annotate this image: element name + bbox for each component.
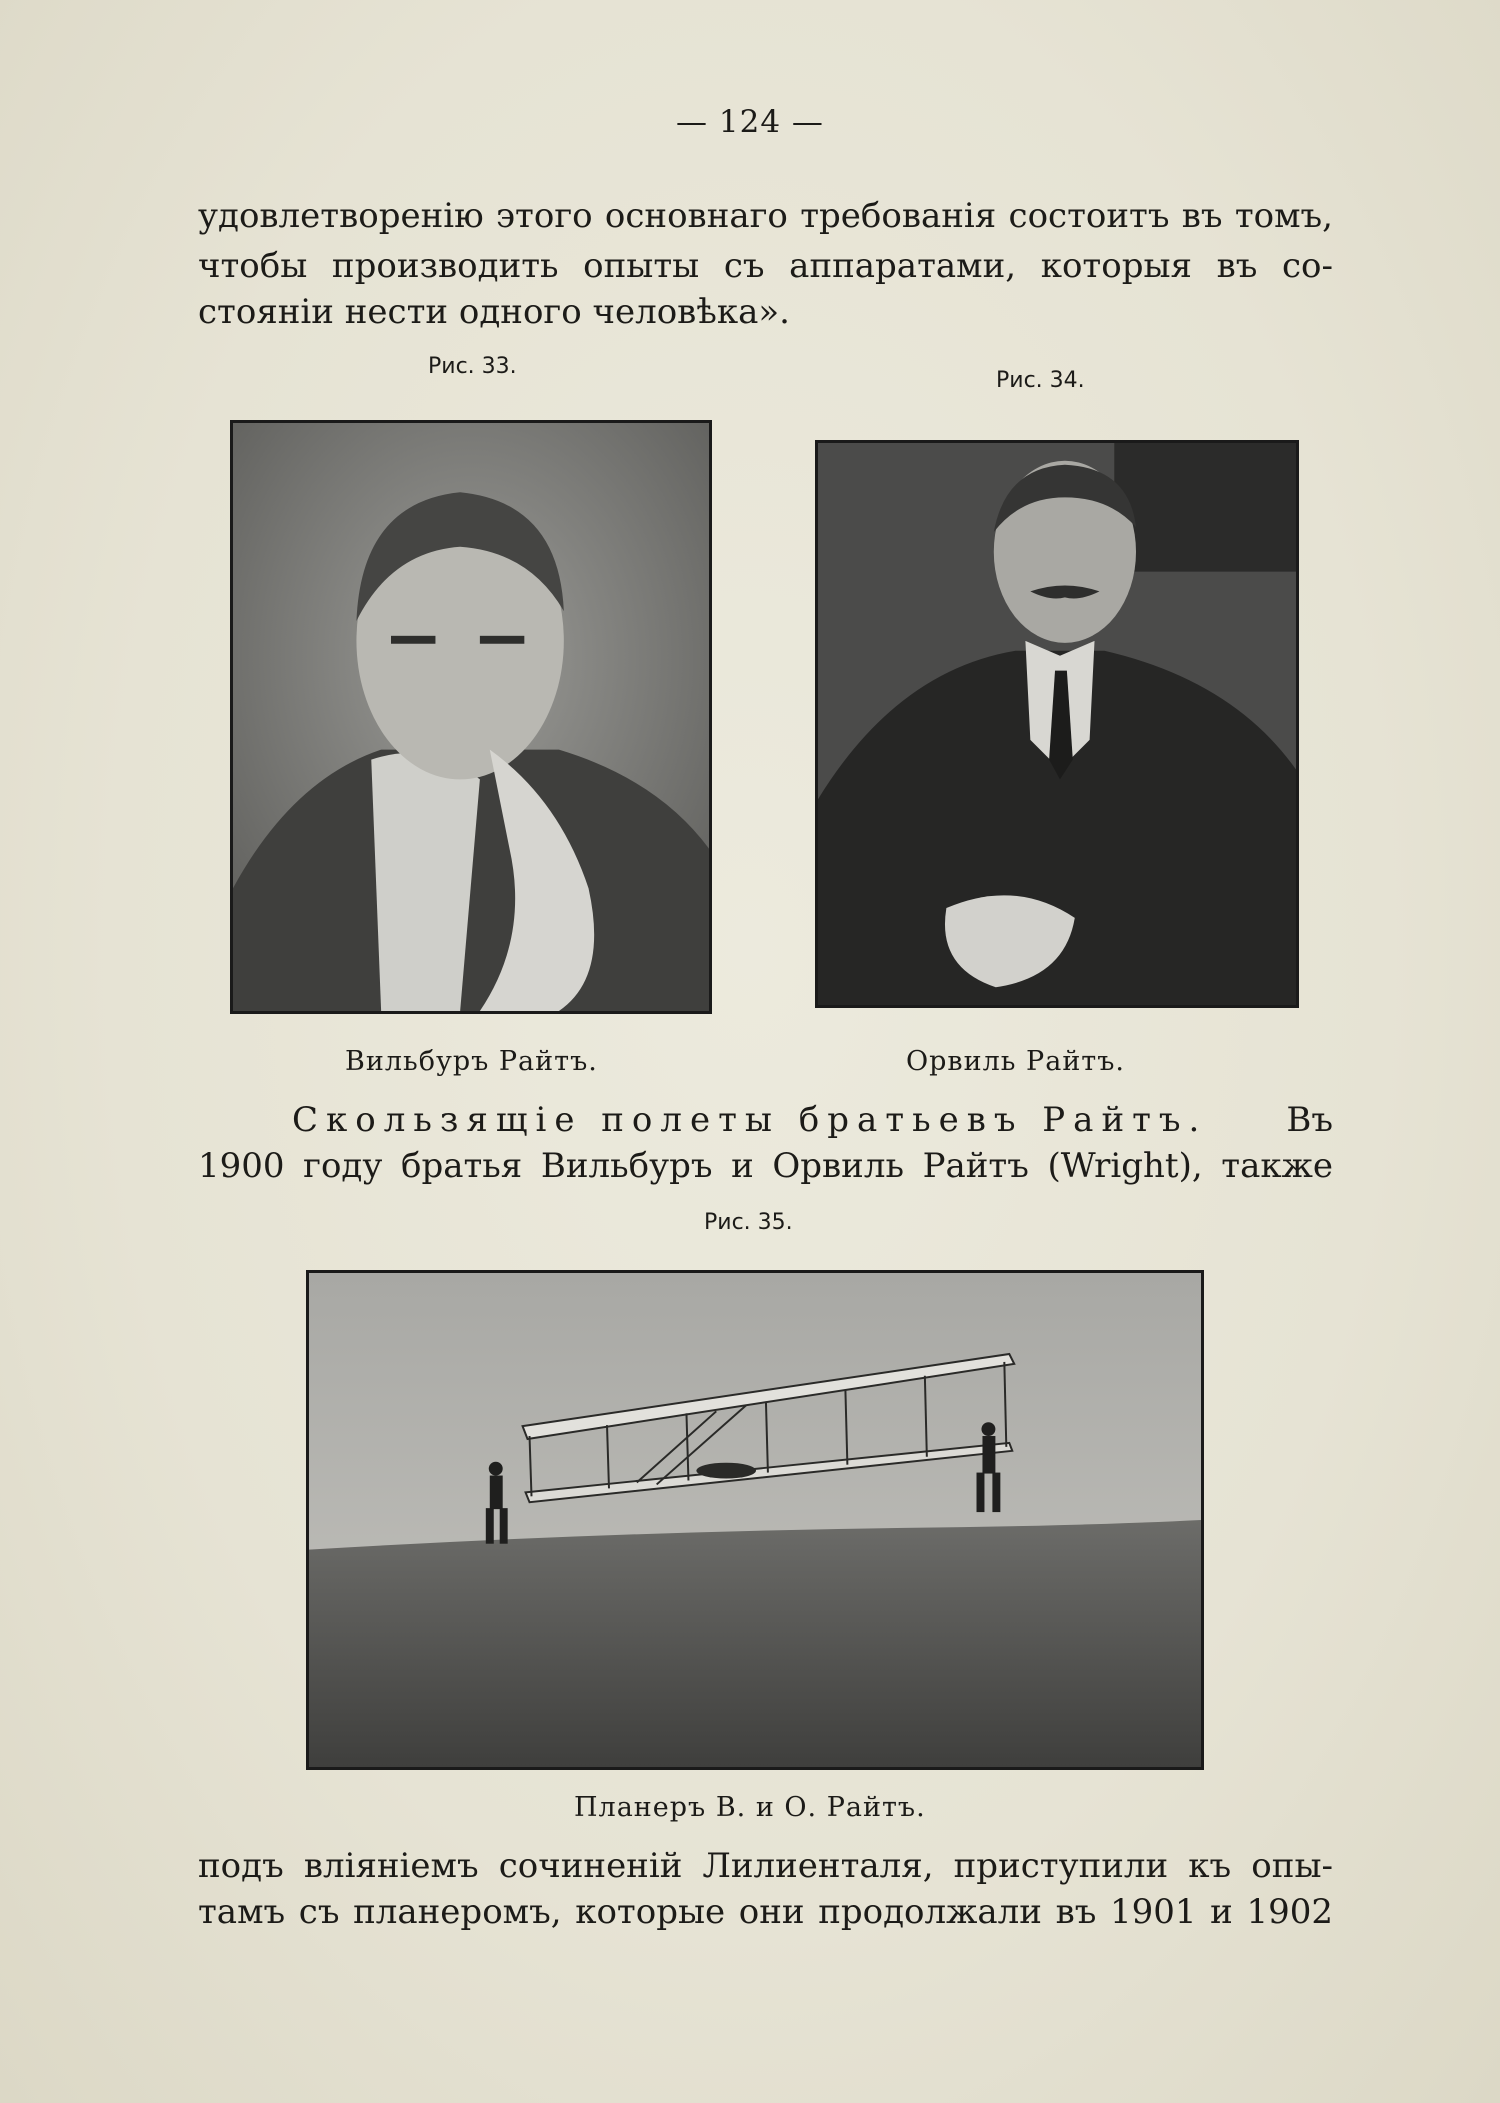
fig33-caption: Вильбуръ Райтъ. xyxy=(345,1046,598,1077)
fig33-photo xyxy=(230,420,712,1014)
glider-image xyxy=(309,1273,1201,1767)
paragraph-line1-rest: Въ xyxy=(1286,1100,1333,1140)
paragraph-heading: Скользящіе полеты братьевъ Райтъ. xyxy=(292,1100,1208,1140)
portrait-wilbur-image xyxy=(233,423,709,1011)
fig35-photo xyxy=(306,1270,1204,1770)
fig34-label: Рис. 34. xyxy=(996,368,1085,393)
fig34-photo xyxy=(815,440,1299,1008)
fig34-caption: Орвиль Райтъ. xyxy=(906,1046,1126,1077)
fig33-label: Рис. 33. xyxy=(428,354,517,379)
paragraph-line-2: 1900 году братья Вильбуръ и Орвиль Райтъ (Wright), также xyxy=(198,1146,1333,1186)
text-line-1: удовлетворенію этого основнаго требованія состоитъ въ томъ, xyxy=(198,196,1333,236)
text-line-2: чтобы производить опыты съ аппаратами, которыя въ со- xyxy=(198,246,1333,286)
page-number: — 124 — xyxy=(676,104,824,140)
text-line-3: стояніи нести одного человѣка». xyxy=(198,292,790,332)
paragraph-first-line xyxy=(292,1100,1333,1140)
fig35-caption: Планеръ В. и О. Райтъ. xyxy=(574,1792,926,1823)
fig35-label: Рис. 35. xyxy=(704,1210,793,1235)
portrait-orville-image xyxy=(818,443,1296,1005)
text-line-bottom-1: подъ вліяніемъ сочиненій Лилиенталя, приступили къ опы- xyxy=(198,1846,1333,1886)
text-line-bottom-2: тамъ съ планеромъ, которые они продолжали въ 1901 и 1902 xyxy=(198,1892,1333,1932)
